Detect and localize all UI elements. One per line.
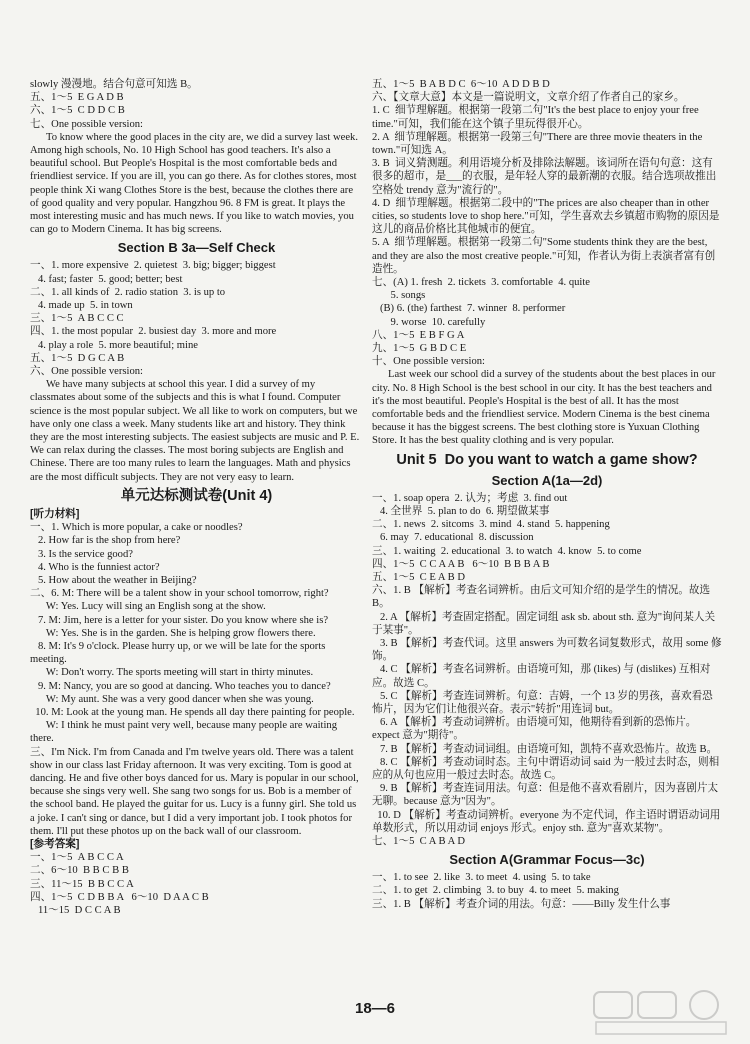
text-line: 七、One possible version: (30, 118, 143, 130)
text-line: 8. M: It's 9 o'clock. Please hurry up, or we will be late for the sports meeting. (30, 640, 329, 666)
text-line: 一、1. soap opera 2. 认为；考虑 3. find out (372, 492, 568, 504)
text-line: 7. M: Jim, here is a letter for your sister. Do you know where she is? (30, 614, 329, 626)
text-line: 四、1～5 C C A A B 6～10 B B B A B (372, 558, 550, 570)
text-line: W: Don't worry. The sports meeting will start in thirty minutes. (30, 667, 314, 679)
text-line: 二、6～10 B B C B B (30, 865, 129, 877)
text-line: 三、11～15 B B C C A (30, 878, 134, 890)
text-line: 四、1. the most popular 2. busiest day 3. more and more (30, 326, 277, 338)
text-line: 10. M: Look at the young man. He spends all day there painting for people. (30, 706, 355, 718)
text-line: 一、1. more expensive 2. quietest 3. big; bigger; biggest (30, 260, 276, 272)
text-line: 4. play a role 5. more beautiful; mine (30, 339, 198, 351)
text-line: 八、1～5 E B F G A (372, 329, 465, 341)
text-line: 4. Who is the funniest actor? (30, 561, 160, 573)
text-line: 五、1～5 C E A B D (372, 571, 465, 583)
text-line: 2. How far is the shop from here? (30, 535, 181, 547)
left-column (30, 78, 363, 917)
text-line: 五、1～5 D G C A B (30, 352, 125, 364)
text-line: 六、1. B 【解析】考查名词辨析。由后文可知介绍的是学生的情况。故选 B。 (372, 585, 713, 610)
text-line: 3. Is the service good? (30, 548, 133, 560)
text-line: 2. A 【解析】考查固定搭配。固定词组 ask sb. about sth. 意为"询问某人关于某事"。 (372, 611, 716, 636)
text-line: slowly 漫漫地。结合句意可知选 B。 (30, 79, 198, 90)
section-heading: 单元达标测试卷(Unit 4) (120, 487, 273, 504)
text-line: W: Yes. She is in the garden. She is helping grow flowers there. (30, 627, 316, 639)
text-line: 10. D 【解析】考查动词辨析。everyone 为不定代词，作主语时谓语动词用单数形式，所以用动词 enjoys 形式。enjoy sth. 意为"喜欢某物"。 (372, 809, 721, 834)
section-heading: Section A(1a—2d) (491, 472, 603, 488)
text-line: 四、1～5 C D B B A 6～10 D A A C B (30, 891, 209, 903)
text-line: 一、1. to see 2. like 3. to meet 4. using 5. to take (372, 872, 591, 884)
text-line: W: Yes. Lucy will sing an English song at the show. (30, 601, 266, 613)
text-line: 4. 全世界 5. plan to do 6. 期望做某事 (372, 505, 550, 517)
text-line: 十、One possible version: (372, 356, 485, 368)
text-line: 二、1. all kinds of 2. radio station 3. is up to (30, 286, 226, 298)
text-line: 6. A 【解析】考查动词辨析。由语境可知，他期待看到新的恐怖片。expect 意为"期待"。 (372, 717, 697, 742)
text-line: 5. A 细节理解题。根据第一段第二句"Some students think they are the best, and they are also the most creative people."可知，作者认为街上表演者富有创造性。 (372, 237, 716, 275)
text-line: 一、1. Which is more popular, a cake or noodles? (30, 522, 243, 534)
section-heading: Section A(Grammar Focus—3c) (449, 852, 645, 868)
text-line: 1. C 细节理解题。根据第一段第二句"It's the best place to enjoy your free time."可知，我们能在这个镇子里玩得很开心。 (372, 105, 702, 130)
text-line: 5. songs (372, 290, 426, 302)
text-line: 二、6. M: There will be a talent show in your school tomorrow, right? (30, 588, 329, 600)
text-line: 六、1～5 C D D C B (30, 105, 125, 117)
text-line: W: I think he must paint very well, because many people are waiting there. (30, 720, 340, 745)
page-number: 18—6 (354, 1000, 396, 1017)
text-line: 一、1～5 A B C C A (30, 852, 124, 864)
section-heading: Unit 5 Do you want to watch a game show? (396, 451, 698, 468)
text-line: 2. A 细节理解题。根据第一段第三句"There are three movie theaters in the town."可知选 A。 (372, 131, 705, 157)
text-line: 七、(A) 1. fresh 2. tickets 3. comfortable 4. quite (372, 277, 590, 289)
text-line: (B) 6. (the) farthest 7. winner 8. performer (372, 303, 566, 315)
text-line: 三、I'm Nick. I'm from Canada and I'm twelve years old. There was a talent show in our class last Friday afternoon. It was very exciting. Tom is good at dancing. He and five other boys danced for us. Mary is popular in our school, because she sings very well. She sang two songs for us. Bob is a member of the school band. He played the guitar for us. Lucy is a funny girl. She told us a joke. I can't sing or dance, but I did a very important job. I took photos for them. I'll put these photos up on the back wall of our classroom. (30, 746, 362, 837)
text-line: 3. B 词义猜测题。利用语境分析及排除法解题。该词所在语句句意：这有很多的超市，是___的衣服，是年轻人穿的最新潮的衣服。结合选项故推出空格处 trendy 意为"流行的"。 (372, 158, 717, 196)
text-line: 五、1～5 E G A D B (30, 92, 124, 104)
right-column (372, 78, 722, 911)
text-line: 九、1～5 G B D C E (372, 343, 467, 355)
text-line: 11～15 D C C A B (30, 904, 121, 916)
text-line: 二、1. to get 2. climbing 3. to buy 4. to meet 5. making (372, 885, 619, 897)
text-line: 9. worse 10. carefully (372, 316, 486, 328)
text-line: 9. B 【解析】考查连词用法。句意：但是他不喜欢看剧片，因为喜剧片太无聊。because 意为"因为"。 (372, 783, 719, 808)
text-line: 4. C 【解析】考查名词辨析。由语境可知，那 (likes) 与 (dislikes) 互相对应。故选 C。 (372, 664, 711, 689)
text-line: 二、1. news 2. sitcoms 3. mind 4. stand 5. happening (372, 519, 610, 531)
text-line: 6. may 7. educational 8. discussion (372, 532, 534, 544)
text-line: 4. made up 5. in town (30, 300, 133, 312)
text-line: 三、1. B 【解析】考查介词的用法。句意：——Billy 发生什么事 (372, 898, 671, 910)
text-line: 4. D 细节理解题。根据第二段中的"The prices are also cheaper than in other cities, so students love to shop here."可知，学生喜欢去乡镇超市购物的原因是这儿的商品价格比其他城市的便宜。 (372, 197, 720, 236)
section-heading: Section B 3a—Self Check (117, 240, 276, 256)
text-line: To know where the good places in the city are, we did a survey last week. Among high schools, No. 10 High School has good teachers. It's also a beautiful school. But People's Hospital is the most comfortable beds and friendliest service. If you are ill, you can go there. As for clothes stores, most people think Xi wang Clothes Store is the best, because the clothes there are of good quality and very popular. Hangzhou 96. 8 FM is great. It plays the most interesting music and has much news. If you like to watch movies, you can go to Modern Cinema. It has big screens. (30, 131, 361, 236)
text-line: 七、1～5 C A B A D (372, 835, 466, 847)
text-line: 9. M: Nancy, you are so good at dancing. Who teaches you to dance? (30, 680, 331, 692)
watermark-logo-icon (586, 988, 736, 1038)
text-line: 4. fast; faster 5. good; better; best (30, 273, 183, 285)
text-line: 六、One possible version: (30, 366, 143, 378)
text-line: 3. B 【解析】考查代词。这里 answers 为可数名词复数形式，故用 some 修饰。 (372, 637, 722, 663)
text-line: We have many subjects at school this year. I did a survey of my classmates about some of the subjects and this is what I found. Computer science is the most popular subject. We all like to work on computers, but we have only one class a week. Many students like art and history. They think they are the most interesting subjects. The easiest subjects are music and P. E. We can relax during the classes. The most boring subjects are English and Chinese. There are too many rules to learn the languages. Math and physics are the most difficult subjects. They are not very easy to learn. (30, 379, 362, 483)
text-line: Last week our school did a survey of the students about the best places in our city. No. 8 High School is the best school in our city. It has the best teachers and it's the most beautiful. People's Hospital is the best of all. It has the most comfortable beds and the friendliest service. Modern Cinema is the best cinema because it has the biggest screens. The best clothing store is Yuxuan Clothing Store. It has the best quality clothing and is very popular. (372, 369, 719, 447)
text-line: 8. C 【解析】考查动词时态。主句中谓语动词 said 为一般过去时态，则相应的从句也应用一般过去时态。故选 C。 (372, 756, 720, 781)
text-line: 5. C 【解析】考查连词辨析。句意：吉姆，一个 13 岁的男孩，喜欢看恐怖片，因为它们让他很兴奋。表示"转折"用连词 but。 (372, 690, 713, 715)
text-line: [听力材料] (30, 507, 80, 520)
text-line: 7. B 【解析】考查动词词组。由语境可知，凯特不喜欢恐怖片。故选 B。 (372, 743, 718, 755)
text-line: 三、1～5 A B C C C (30, 313, 124, 325)
text-line: 五、1～5 B A B D C 6～10 A D D B D (372, 79, 550, 90)
text-line: 三、1. waiting 2. educational 3. to watch 4. know 5. to come (372, 545, 642, 557)
text-line: 六、【文章大意】本文是一篇说明文，文章介绍了作者自己的家乡。 (372, 92, 685, 104)
text-line: [参考答案] (30, 837, 80, 850)
text-line: W: My aunt. She was a very good dancer when she was young. (30, 693, 314, 705)
text-line: 5. How about the weather in Beijing? (30, 574, 197, 586)
